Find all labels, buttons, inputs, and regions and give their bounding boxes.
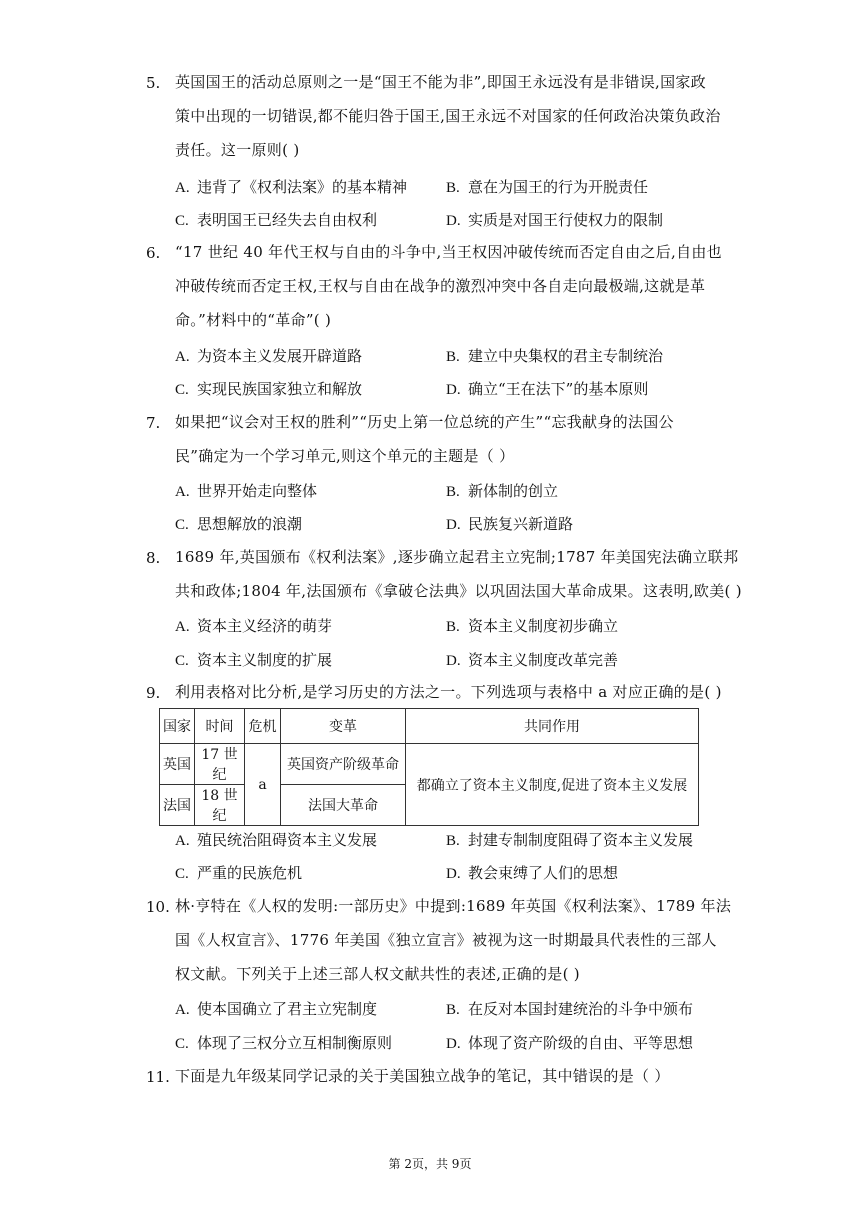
option-b[interactable] [446, 615, 618, 636]
option-text: 资本主义制度初步确立 [468, 617, 619, 635]
question-text-line: 策中出现的一切错误,都不能归咎于国王,国王永远不对国家的任何政治决策负政治 [175, 107, 721, 125]
option-a[interactable] [175, 176, 407, 197]
option-text: 严重的民族危机 [197, 864, 303, 882]
option-text: 表明国王已经失去自由权利 [197, 211, 378, 229]
option-label: C. [175, 382, 189, 398]
option-a[interactable] [175, 345, 362, 366]
question-number: 11. [146, 1068, 170, 1086]
option-c[interactable] [175, 513, 302, 534]
table-cell-change: 英国资产阶级革命 [281, 744, 406, 785]
question-text-line: 国《人权宣言》、1776 年美国《独立宣言》被视为这一时期最具代表性的三部人 [175, 931, 717, 949]
question-text-line: 权文献。下列关于上述三部人权文献共性的表述,正确的是( ) [175, 965, 580, 983]
table-header-cell: 危机 [245, 709, 281, 744]
option-b[interactable] [446, 345, 663, 366]
option-text: 使本国确立了君主立宪制度 [197, 1000, 378, 1018]
option-label: B. [446, 833, 460, 849]
option-b[interactable] [446, 480, 558, 501]
option-d[interactable] [446, 862, 618, 883]
table-cell-time: 17 世纪 [195, 744, 245, 785]
question-number: 5. [146, 74, 161, 92]
option-text: 资本主义制度的扩展 [197, 651, 333, 669]
table-row [160, 744, 699, 785]
table-cell-time: 18 世纪 [195, 785, 245, 826]
option-text: 新体制的创立 [468, 482, 559, 500]
table-cell-country: 法国 [160, 785, 195, 826]
option-text: 违背了《权利法案》的基本精神 [197, 178, 408, 196]
option-d[interactable] [446, 649, 618, 670]
option-text: 在反对本国封建统治的斗争中颁布 [468, 1000, 694, 1018]
option-d[interactable] [446, 378, 648, 399]
option-text: 实质是对国王行使权力的限制 [468, 211, 664, 229]
option-label: C. [175, 213, 189, 229]
option-text: 建立中央集权的君主专制统治 [468, 347, 664, 365]
option-text: 意在为国王的行为开脱责任 [468, 178, 649, 196]
option-label: D. [446, 866, 461, 882]
option-c[interactable] [175, 209, 377, 230]
option-label: C. [175, 653, 189, 669]
option-text: 资本主义经济的萌芽 [197, 617, 333, 635]
comparison-table [159, 708, 699, 826]
option-label: A. [175, 349, 190, 365]
question-text-line: 共和政体;1804 年,法国颁布《拿破仑法典》以巩固法国大革命成果。这表明,欧美( ) [175, 582, 742, 600]
question-number: 10. [146, 898, 170, 916]
option-b[interactable] [446, 176, 648, 197]
option-a[interactable] [175, 829, 377, 850]
option-label: C. [175, 517, 189, 533]
option-d[interactable] [446, 209, 663, 230]
option-label: B. [446, 484, 460, 500]
question-text-line: 冲破传统而否定王权,王权与自由在战争的激烈冲突中各自走向最极端,这就是革 [175, 277, 706, 295]
option-a[interactable] [175, 998, 377, 1019]
option-text: 体现了三权分立互相制衡原则 [197, 1034, 393, 1052]
question-text-line: 1689 年,英国颁布《权利法案》,逐步确立起君主立宪制;1787 年美国宪法确立联邦 [175, 548, 739, 566]
option-text: 实现民族国家独立和解放 [197, 380, 363, 398]
question-text-line: “17 世纪 40 年代王权与自由的斗争中,当王权因冲破传统而否定自由之后,自由也 [175, 243, 722, 261]
option-c[interactable] [175, 1032, 392, 1053]
option-text: 世界开始走向整体 [197, 482, 318, 500]
option-c[interactable] [175, 649, 332, 670]
option-label: B. [446, 619, 460, 635]
option-label: B. [446, 349, 460, 365]
option-text: 教会束缚了人们的思想 [468, 864, 619, 882]
question-text-line: 命。”材料中的“革命”( ) [175, 311, 332, 329]
question-text-line: 如果把“议会对王权的胜利”“历史上第一位总统的产生”“忘我献身的法国公 [175, 413, 674, 431]
option-c[interactable] [175, 862, 302, 883]
option-label: D. [446, 653, 461, 669]
option-label: B. [446, 1002, 460, 1018]
page-footer: 第 2页，共 9页 [388, 1157, 472, 1171]
question-number: 6. [146, 244, 161, 262]
question-number: 7. [146, 414, 161, 432]
option-label: A. [175, 180, 190, 196]
question-text-line: 民”确定为一个学习单元,则这个单元的主题是（ ） [175, 447, 515, 465]
table-cell-change: 法国大革命 [281, 785, 406, 826]
option-label: A. [175, 1002, 190, 1018]
table-cell-effect: 都确立了资本主义制度,促进了资本主义发展 [406, 744, 699, 826]
table-header-cell: 国家 [160, 709, 195, 744]
option-text: 民族复兴新道路 [468, 515, 574, 533]
option-a[interactable] [175, 480, 317, 501]
question-text-line: 利用表格对比分析,是学习历史的方法之一。下列选项与表格中 a 对应正确的是( ) [175, 683, 722, 701]
option-text: 确立“王在法下”的基本原则 [468, 380, 649, 398]
table-header-cell: 变革 [281, 709, 406, 744]
option-b[interactable] [446, 829, 693, 850]
table-cell-country: 英国 [160, 744, 195, 785]
option-c[interactable] [175, 378, 362, 399]
option-label: D. [446, 382, 461, 398]
option-label: D. [446, 517, 461, 533]
table-header-cell: 共同作用 [406, 709, 699, 744]
option-a[interactable] [175, 615, 332, 636]
option-label: D. [446, 213, 461, 229]
option-d[interactable] [446, 513, 573, 534]
option-label: D. [446, 1036, 461, 1052]
option-text: 思想解放的浪潮 [197, 515, 303, 533]
option-label: A. [175, 833, 190, 849]
option-label: C. [175, 866, 189, 882]
option-text: 体现了资产阶级的自由、平等思想 [468, 1034, 694, 1052]
option-label: A. [175, 619, 190, 635]
option-d[interactable] [446, 1032, 693, 1053]
option-text: 封建专制制度阻碍了资本主义发展 [468, 831, 694, 849]
table-header-cell: 时间 [195, 709, 245, 744]
question-text-line: 林·亨特在《人权的发明:一部历史》中提到:1689 年英国《权利法案》、1789 年法 [175, 897, 732, 915]
table-cell-crisis: a [245, 744, 281, 826]
question-number: 9. [146, 684, 161, 702]
option-label: A. [175, 484, 190, 500]
option-label: C. [175, 1036, 189, 1052]
table-header-row [160, 709, 699, 744]
question-text-line: 下面是九年级某同学记录的关于美国独立战争的笔记，其中错误的是（ ） [175, 1067, 670, 1085]
option-text: 殖民统治阻碍资本主义发展 [197, 831, 378, 849]
option-text: 资本主义制度改革完善 [468, 651, 619, 669]
question-text-line: 英国国王的活动总原则之一是“国王不能为非”,即国王永远没有是非错误,国家政 [175, 73, 706, 91]
option-b[interactable] [446, 998, 693, 1019]
question-number: 8. [146, 549, 161, 567]
option-label: B. [446, 180, 460, 196]
option-text: 为资本主义发展开辟道路 [197, 347, 363, 365]
question-text-line: 责任。这一原则( ) [175, 141, 300, 159]
